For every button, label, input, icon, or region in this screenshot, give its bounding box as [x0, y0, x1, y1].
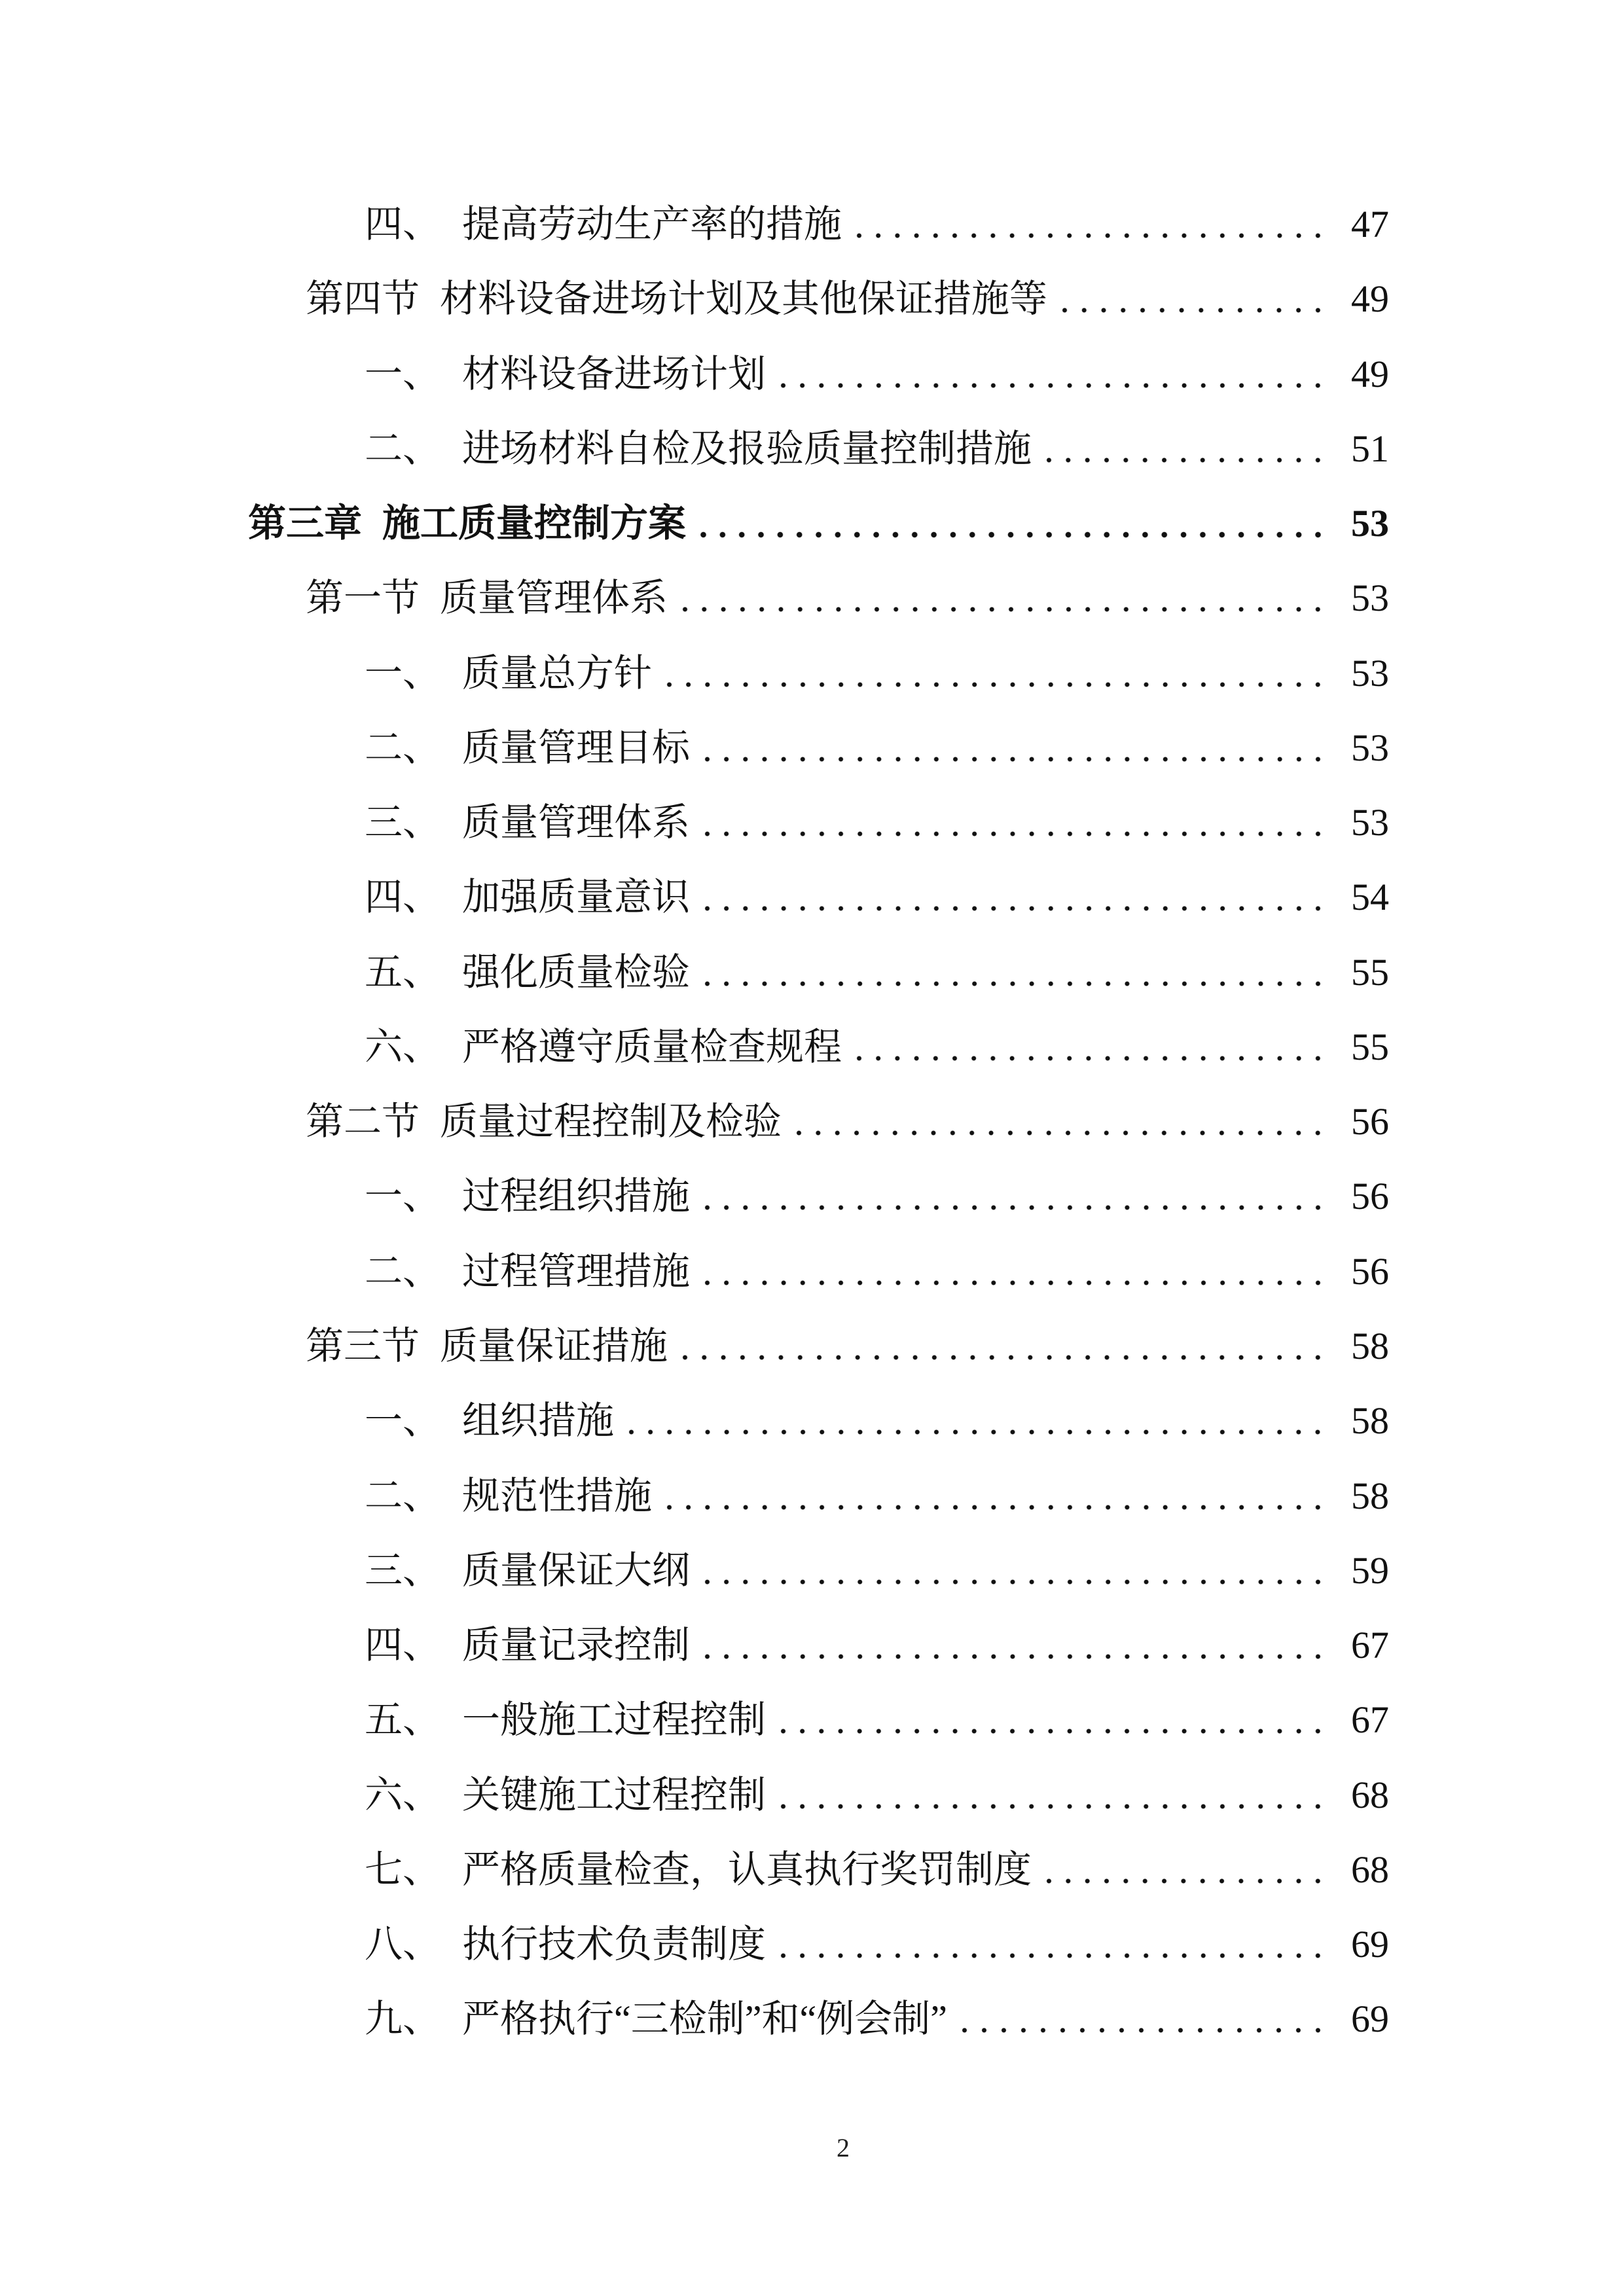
toc-entry-number: 一、 [365, 1175, 441, 1218]
toc-section-entry [0, 1309, 1624, 1384]
toc-entry-title: 严格质量检查，认真执行奖罚制度 [462, 1848, 1032, 1891]
dot-leader [698, 1159, 1327, 1234]
toc-entry-number: 第一节 [306, 577, 420, 620]
toc-item-entry [0, 412, 1624, 486]
toc-entry-number: 三、 [365, 801, 441, 844]
toc-entry-title: 质量记录控制 [462, 1624, 691, 1667]
toc-item-entry [0, 1459, 1624, 1534]
toc-entry-page-number: 51 [1351, 427, 1389, 470]
toc-entry-page-number: 55 [1351, 1025, 1389, 1068]
toc-item-entry [0, 1907, 1624, 1982]
footer-page-number: 2 [837, 2133, 850, 2162]
dot-leader [660, 636, 1327, 711]
toc-item-entry [0, 1234, 1624, 1309]
dot-leader [1055, 262, 1327, 336]
toc-entry-title: 质量管理目标 [462, 726, 691, 769]
toc-item-entry [0, 785, 1624, 860]
toc-entry-page-number: 67 [1351, 1624, 1389, 1667]
dot-leader [774, 1907, 1327, 1982]
toc-section-entry [0, 1085, 1624, 1159]
toc-entry-title: 质量保证大纲 [462, 1549, 691, 1592]
toc-entry-title: 材料设备进场计划及其他保证措施等 [440, 278, 1048, 321]
toc-entry-title: 材料设备进场计划 [462, 352, 767, 395]
dot-leader [774, 1683, 1327, 1757]
toc-entry-title: 质量总方针 [462, 651, 653, 694]
toc-entry-title: 强化质量检验 [462, 950, 691, 994]
dot-leader [698, 860, 1327, 935]
toc-entry-page-number: 53 [1351, 651, 1389, 694]
dot-leader [698, 935, 1327, 1010]
dot-leader [698, 785, 1327, 860]
toc-entry-title: 严格执行“三检制”和“例会制” [462, 1998, 947, 2041]
toc-entry-number: 第三节 [306, 1324, 420, 1367]
toc-item-entry [0, 1159, 1624, 1234]
toc-entry-title: 关键施工过程控制 [462, 1773, 767, 1816]
dot-leader [955, 1982, 1327, 2056]
dot-leader [789, 1085, 1327, 1159]
toc-entry-page-number: 56 [1351, 1100, 1389, 1143]
toc-item-entry [0, 187, 1624, 262]
toc-entry-page-number: 67 [1351, 1698, 1389, 1742]
toc-entry-title: 过程管理措施 [462, 1249, 691, 1293]
toc-item-entry [0, 935, 1624, 1010]
toc-entry-page-number: 58 [1351, 1324, 1389, 1367]
dot-leader [774, 1758, 1327, 1833]
toc-entry-page-number: 49 [1351, 352, 1389, 395]
toc-item-entry [0, 860, 1624, 935]
toc-entry-page-number: 54 [1351, 876, 1389, 919]
toc-entry-title: 进场材料自检及报验质量控制措施 [462, 427, 1032, 470]
toc-entry-page-number: 53 [1351, 502, 1389, 545]
toc-entry-number: 第三章 [248, 502, 363, 545]
dot-leader [660, 1459, 1327, 1534]
toc-entry-number: 二、 [365, 1474, 441, 1517]
dot-leader [676, 1309, 1327, 1384]
toc-entry-page-number: 58 [1351, 1399, 1389, 1443]
toc-entry-page-number: 55 [1351, 950, 1389, 994]
toc-entry-page-number: 68 [1351, 1773, 1389, 1816]
dot-leader [850, 187, 1327, 262]
toc-entry-title: 组织措施 [462, 1399, 615, 1443]
toc-entry-number: 八、 [365, 1923, 441, 1966]
toc-entry-number: 二、 [365, 726, 441, 769]
toc-entry-title: 质量保证措施 [440, 1324, 668, 1367]
dot-leader [698, 1608, 1327, 1683]
toc-entry-title: 规范性措施 [462, 1474, 653, 1517]
toc-entry-number: 五、 [365, 950, 441, 994]
toc-entry-page-number: 53 [1351, 801, 1389, 844]
dot-leader [698, 1534, 1327, 1608]
toc-entry-title: 加强质量意识 [462, 876, 691, 919]
dot-leader [1039, 1833, 1327, 1907]
toc-entry-number: 一、 [365, 651, 441, 694]
dot-leader [774, 337, 1327, 412]
toc-entry-page-number: 58 [1351, 1474, 1389, 1517]
dot-leader [676, 561, 1327, 636]
toc-entry-number: 二、 [365, 427, 441, 470]
toc-entry-title: 提高劳动生产率的措施 [462, 203, 842, 245]
toc-item-entry [0, 1833, 1624, 1907]
toc-entry-number: 一、 [365, 1399, 441, 1443]
toc-entry-number: 六、 [365, 1025, 441, 1068]
toc-entry-number: 第二节 [306, 1100, 420, 1143]
toc-entry-title: 质量管理体系 [462, 801, 691, 844]
toc-item-entry [0, 337, 1624, 412]
toc-entry-title: 过程组织措施 [462, 1175, 691, 1218]
toc-entry-title: 质量过程控制及检验 [440, 1100, 782, 1143]
toc-item-entry [0, 1534, 1624, 1608]
toc-entry-page-number: 49 [1351, 278, 1389, 321]
toc-entry-title: 执行技术负责制度 [462, 1923, 767, 1966]
toc-entry-number: 四、 [365, 1624, 441, 1667]
toc-entry-title: 质量管理体系 [440, 577, 668, 620]
toc-entry-number: 三、 [365, 1549, 441, 1592]
toc-entry-number: 四、 [365, 876, 441, 919]
dot-leader [850, 1010, 1327, 1085]
toc-item-entry [0, 711, 1624, 785]
toc-entry-number: 二、 [365, 1249, 441, 1293]
toc-item-entry [0, 1758, 1624, 1833]
dot-leader [698, 711, 1327, 785]
toc-section-entry [0, 561, 1624, 636]
toc-entry-title: 施工质量控制方案 [382, 502, 687, 545]
toc-entry-number: 七、 [365, 1848, 441, 1891]
toc-entry-page-number: 68 [1351, 1848, 1389, 1891]
toc-entry-number: 一、 [365, 352, 441, 395]
toc-entry-number: 四、 [365, 203, 441, 245]
toc-item-entry [0, 1982, 1624, 2056]
toc-chapter-entry [0, 486, 1624, 561]
dot-leader [1039, 412, 1327, 486]
toc-entry-title: 严格遵守质量检查规程 [462, 1025, 842, 1068]
toc-entry-title: 一般施工过程控制 [462, 1698, 767, 1742]
dot-leader [694, 486, 1327, 561]
toc-entry-page-number: 47 [1351, 203, 1389, 245]
toc-item-entry [0, 1683, 1624, 1757]
toc-item-entry [0, 1608, 1624, 1683]
toc-item-entry [0, 1010, 1624, 1085]
toc-entry-number: 六、 [365, 1773, 441, 1816]
toc-section-entry [0, 262, 1624, 336]
toc-entry-number: 九、 [365, 1998, 441, 2041]
toc-item-entry [0, 1384, 1624, 1458]
toc-entry-number: 第四节 [306, 278, 420, 321]
toc-entry-number: 五、 [365, 1698, 441, 1742]
dot-leader [698, 1234, 1327, 1309]
toc-entry-page-number: 53 [1351, 577, 1389, 620]
table-of-contents [0, 187, 1624, 2057]
toc-entry-page-number: 69 [1351, 1998, 1389, 2041]
toc-entry-page-number: 53 [1351, 726, 1389, 769]
toc-entry-page-number: 59 [1351, 1549, 1389, 1592]
toc-entry-page-number: 56 [1351, 1175, 1389, 1218]
toc-entry-page-number: 69 [1351, 1923, 1389, 1966]
dot-leader [622, 1384, 1327, 1458]
toc-entry-page-number: 56 [1351, 1249, 1389, 1293]
toc-item-entry [0, 636, 1624, 711]
